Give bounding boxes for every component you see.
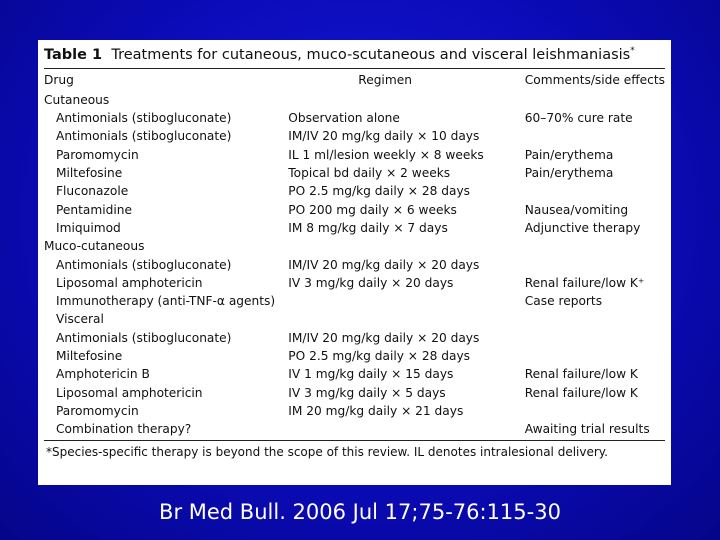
table-row	[44, 402, 665, 420]
drug-cell: Imiquimod	[56, 220, 121, 235]
regimen-cell: IV 3 mg/kg daily × 20 days	[288, 275, 454, 290]
drug-cell: Antimonials (stibogluconate)	[56, 257, 232, 272]
regimen-cell: IL 1 ml/lesion weekly × 8 weeks	[288, 147, 484, 162]
comment-cell: Renal failure/low K⁺	[524, 275, 645, 290]
table-group-row	[44, 237, 665, 255]
regimen-cell: IM 20 mg/kg daily × 21 days	[288, 403, 464, 418]
comment-cell: Awaiting trial results	[524, 422, 650, 437]
comment-cell: Renal failure/low K	[524, 385, 638, 400]
table-row	[44, 384, 665, 402]
comment-cell	[525, 256, 665, 274]
drug-cell: Antimonials (stibogluconate)	[56, 330, 232, 345]
table-body	[44, 91, 665, 439]
table-row	[44, 201, 665, 219]
drug-cell: Liposomal amphotericin	[56, 385, 203, 400]
regimen-cell: PO 2.5 mg/kg daily × 28 days	[288, 184, 471, 199]
comment-cell: Adjunctive therapy	[524, 220, 641, 235]
citation-text: Br Med Bull. 2006 Jul 17;75-76:115-30	[159, 500, 561, 524]
drug-cell: Fluconazole	[56, 184, 129, 199]
drug-cell: Antimonials (stibogluconate)	[56, 129, 232, 144]
comment-cell	[525, 127, 665, 145]
regimen-cell: PO 2.5 mg/kg daily × 28 days	[288, 348, 471, 363]
comment-cell	[525, 182, 665, 200]
regimen-cell	[288, 237, 524, 255]
table-row	[44, 274, 665, 292]
table-footnote: *Species-specific therapy is beyond the scope of this review. IL denotes intralesional delivery.	[46, 445, 608, 460]
drug-cell: Combination therapy?	[56, 422, 192, 437]
header-drug: Drug	[44, 72, 74, 87]
table-title	[44, 46, 665, 63]
table-title-footnote-mark: *	[630, 46, 635, 56]
table-row	[44, 365, 665, 383]
comment-cell: Pain/erythema	[524, 147, 614, 162]
regimen-cell: IM 8 mg/kg daily × 7 days	[288, 220, 448, 235]
table-label: Table 1	[44, 46, 103, 63]
regimen-cell: IM/IV 20 mg/kg daily × 20 days	[288, 330, 480, 345]
regimen-cell	[288, 292, 524, 310]
drug-cell: Immunotherapy (anti-TNF-α agents)	[56, 294, 276, 309]
comment-cell: Case reports	[524, 294, 603, 309]
treatment-table-figure	[38, 40, 671, 485]
drug-cell: Paromomycin	[56, 403, 139, 418]
regimen-cell: IV 3 mg/kg daily × 5 days	[288, 385, 446, 400]
comment-cell	[525, 402, 665, 420]
table-row	[44, 292, 665, 310]
comment-cell: 60–70% cure rate	[524, 111, 633, 126]
table-row	[44, 164, 665, 182]
drug-cell: Amphotericin B	[56, 367, 150, 382]
table-row	[44, 329, 665, 347]
table-header-row	[44, 69, 665, 91]
table-row	[44, 256, 665, 274]
comment-cell: Renal failure/low K	[524, 367, 638, 382]
table-title-text: Treatments for cutaneous, muco-scutaneous and visceral leishmaniasis	[111, 46, 631, 63]
regimen-cell	[288, 310, 524, 328]
drug-cell: Miltefosine	[56, 348, 123, 363]
drug-cell: Pentamidine	[56, 202, 132, 217]
treatment-table	[44, 69, 665, 439]
comment-cell	[525, 329, 665, 347]
table-row	[44, 420, 665, 438]
regimen-cell	[288, 91, 524, 109]
drug-cell: Antimonials (stibogluconate)	[56, 111, 232, 126]
comment-cell	[525, 91, 665, 109]
drug-cell: Cutaneous	[44, 92, 110, 107]
comment-cell: Nausea/vomiting	[524, 202, 629, 217]
table-row	[44, 146, 665, 164]
table-row	[44, 127, 665, 145]
comment-cell	[525, 237, 665, 255]
table-row	[44, 219, 665, 237]
table-row	[44, 182, 665, 200]
table-group-row	[44, 91, 665, 109]
regimen-cell: Topical bd daily × 2 weeks	[288, 166, 451, 181]
drug-cell: Miltefosine	[56, 166, 123, 181]
regimen-cell: PO 200 mg daily × 6 weeks	[288, 202, 457, 217]
bottom-rule	[44, 440, 665, 441]
regimen-cell: IV 1 mg/kg daily × 15 days	[288, 367, 454, 382]
header-comments: Comments/side effects	[524, 72, 665, 87]
drug-cell: Visceral	[56, 312, 104, 327]
regimen-cell: Observation alone	[288, 111, 400, 126]
drug-cell: Liposomal amphotericin	[56, 275, 203, 290]
regimen-cell: IM/IV 20 mg/kg daily × 10 days	[288, 129, 480, 144]
regimen-cell: IM/IV 20 mg/kg daily × 20 days	[288, 257, 480, 272]
drug-cell: Muco-cutaneous	[44, 239, 145, 254]
comment-cell	[525, 310, 665, 328]
header-regimen: Regimen	[358, 72, 412, 87]
drug-cell: Paromomycin	[56, 147, 139, 162]
table-group-row	[44, 310, 665, 328]
table-row	[44, 109, 665, 127]
regimen-cell	[288, 420, 524, 438]
table-row	[44, 347, 665, 365]
comment-cell	[525, 347, 665, 365]
comment-cell: Pain/erythema	[524, 166, 614, 181]
